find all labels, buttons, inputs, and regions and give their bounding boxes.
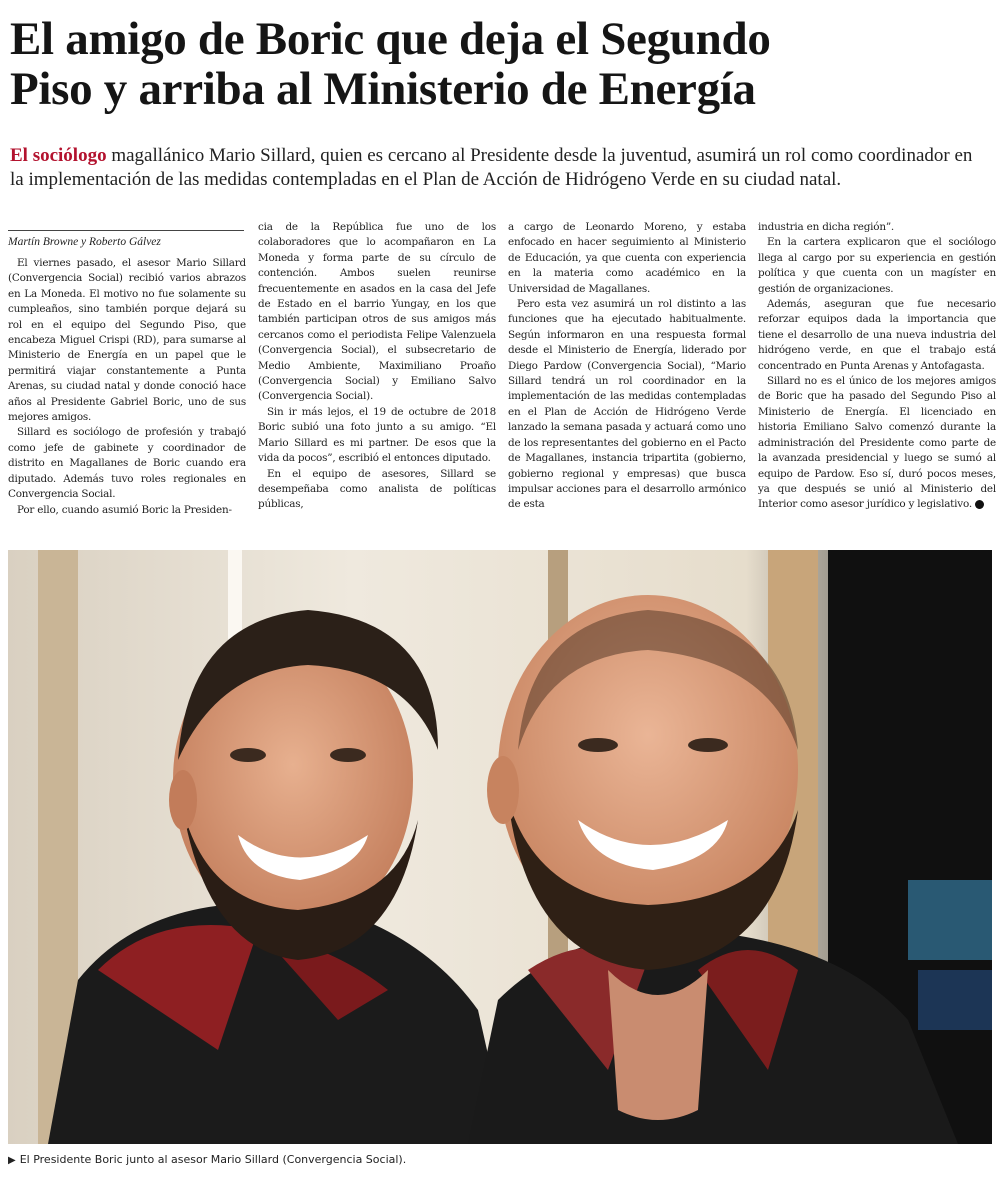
headline-line-1: El amigo de Boric que deja el Segundo [10,13,771,65]
headline [10,14,990,114]
paragraph: Sillard es sociólogo de profesión y trabajó como jefe de gabinete y coordinador de distrito en Magallanes de Boric cuando era diputado. Además tuvo roles regionales en Convergencia Social. [8,426,246,501]
caption-arrow-icon: ▶ [8,1155,16,1166]
paragraph: El viernes pasado, el asesor Mario Sillard (Convergencia Social) recibió varios abrazos en La Moneda. El motivo no fue solamente su cumpleaños, sino también porque dejará su rol en el equipo del Segundo Piso, que encabeza Miguel Crispi (RD), para sumarse al Ministerio de Energía en un papel que le permitirá viajar constantemente a Punta Arenas, su ciudad natal y donde conoció hace años al Presidente Gabriel Boric, uno de sus mejores amigos. [8,257,246,424]
article-column-4 [758,220,996,513]
paragraph: Sin ir más lejos, el 19 de octubre de 2018 Boric subió una foto junto a su amigo. “El Mario Sillard es mi partner. De esos que la vida da pocos”, escribió el entonces diputado. [258,405,496,465]
paragraph: industria en dicha región”. [758,221,895,233]
paragraph-text: Sillard no es el único de los mejores amigos de Boric que ha pasado del Segundo Piso al Ministerio de Energía. El licenciado en historia Emiliano Salvo comenzó durante la administración del Presidente como parte de la avanzada presidencial y luego se sumó al equipo de Pardow. Eso sí, duró pocos meses, ya que después se unió al Ministerio del Interior como asesor jurídico y legislativo. [758,375,996,511]
end-of-article-icon [975,500,984,509]
article-column-3 [508,220,746,513]
lead-text: magallánico Mario Sillard, quien es cercano al Presidente desde la juventud, asumirá un rol como coordinador en la implementación de las medidas contempladas en el Plan de Acción de Hidrógeno Verde en su ciudad natal. [10,145,973,190]
lead-kicker: El sociólogo [10,145,107,166]
paragraph: a cargo de Leonardo Moreno, y estaba enfocado en hacer seguimiento al Ministerio de Educación, ya que cuenta con experiencia en la materia como académico en la Universidad de Magallanes. [508,221,746,295]
paragraph: Pero esta vez asumirá un rol distinto a las funciones que ha ejecutado habitualmente. Según informaron en una respuesta formal desde el Ministerio de Energía, liderado por Diego Pardow (Convergencia Social), “Mario Sillard tendrá un rol coordinador en la implementación de las medidas contempladas en el Plan de Acción de Hidrógeno Verde lanzado la semana pasada y actuará como uno de los representantes del gobierno en el Pacto de Magallanes, instancia tripartita (gobierno, gobierno regional y empresas) que busca impulsar acciones para el desarrollo armónico de esta [508,298,746,511]
paragraph: Además, aseguran que fue necesario reforzar equipos dada la importancia que tiene el desarrollo de una nueva industria del hidrógeno verde, en que el trabajo está concentrado en Punta Arenas y Antofagasta. [758,298,996,372]
paragraph [758,374,996,513]
article-column-1 [8,256,246,518]
lead-paragraph [10,144,985,192]
paragraph: En el equipo de asesores, Sillard se desempeñaba como analista de políticas públicas, [258,467,496,511]
article-photo [8,550,992,1144]
photo-illustration [8,550,992,1144]
paragraph: cia de la República fue uno de los colaboradores que lo acompañaron en La Moneda y forma parte de su círculo de contención. Ambos suelen reunirse frecuentemente en asados en la casa del Jefe de Estado en el barrio Yungay, en los que también participan otros de sus amigos más cercanos como el periodista Felipe Valenzuela (Convergencia Social), el subsecretario de Medio Ambiente, Maximiliano Proaño (Convergencia Social) y Emiliano Salvo (Convergencia Social). [258,221,496,403]
paragraph: En la cartera explicaron que el sociólogo llega al cargo por su experiencia en gestión política y que cuenta con un magíster en gestión de organizaciones. [758,236,996,295]
photo-caption [8,1153,988,1168]
caption-text: El Presidente Boric junto al asesor Mario Sillard (Convergencia Social). [19,1153,407,1166]
byline: Martín Browne y Roberto Gálvez [8,230,244,249]
headline-line-2: Piso y arriba al Ministerio de Energía [10,63,756,115]
article-column-2 [258,220,496,513]
paragraph: Por ello, cuando asumió Boric la Presiden- [17,503,232,516]
